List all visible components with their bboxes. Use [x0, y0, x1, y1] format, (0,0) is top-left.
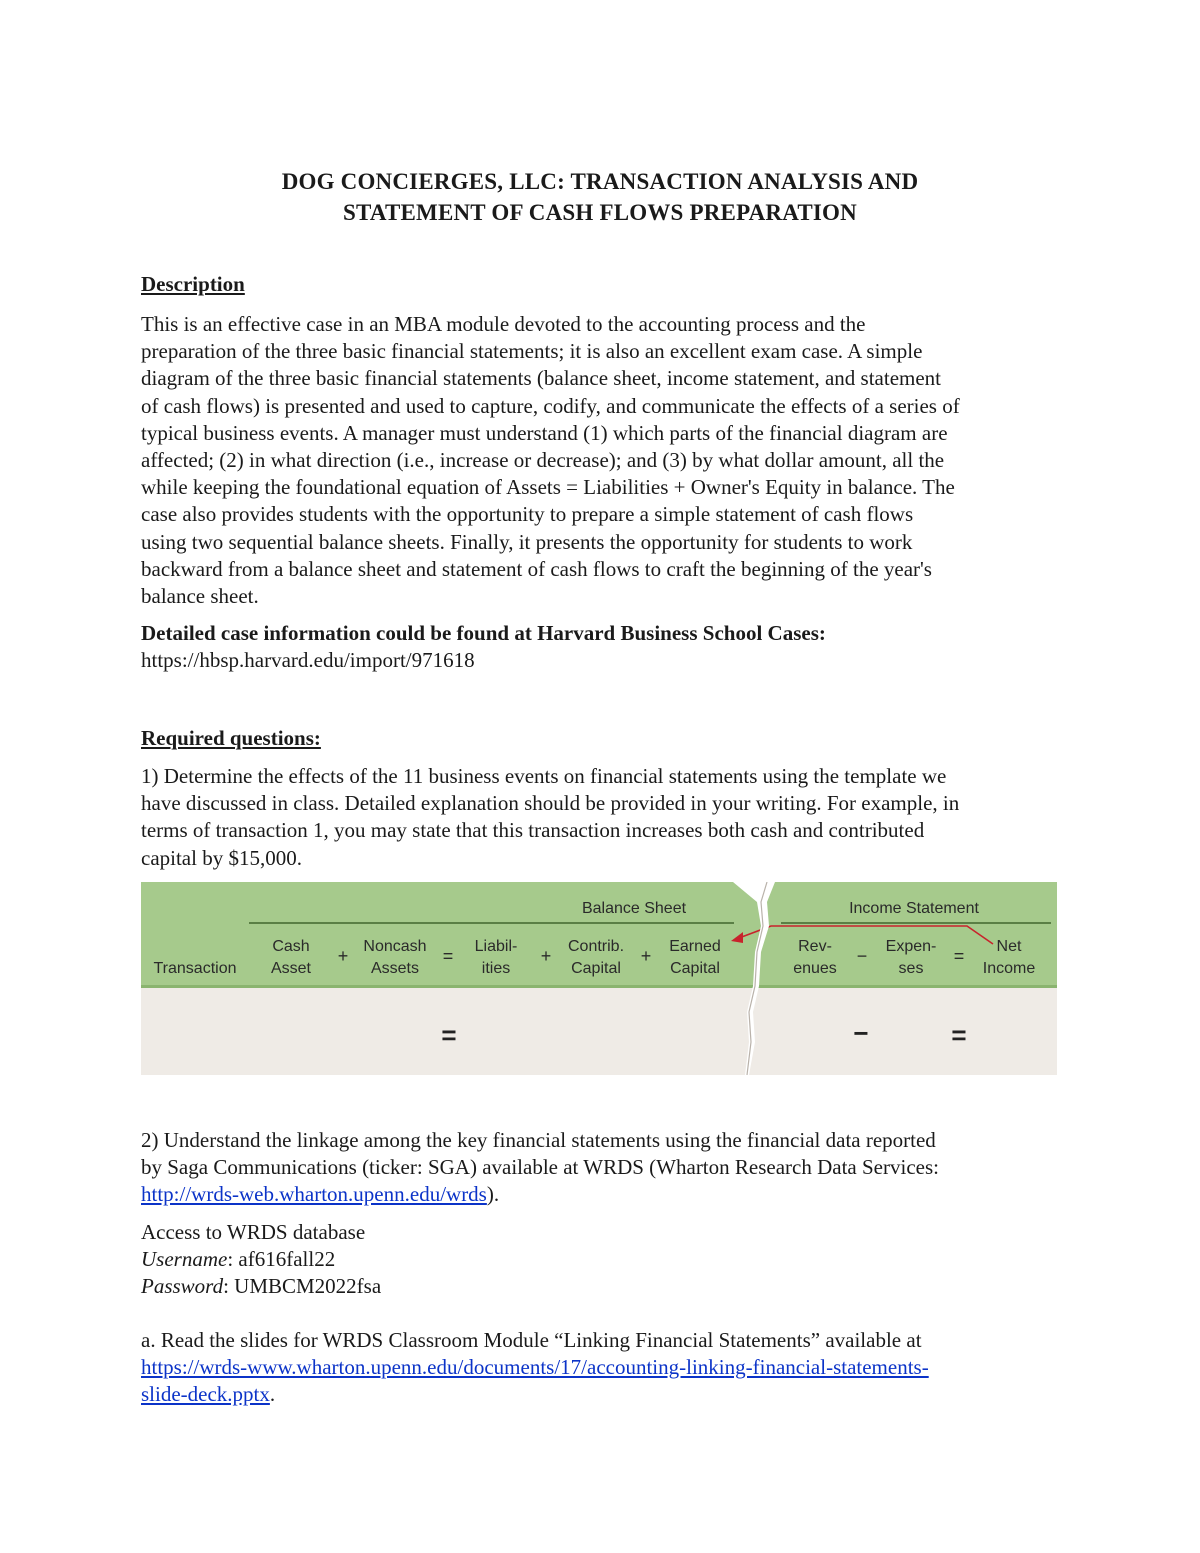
- balance-equals-sign: =: [441, 1020, 457, 1050]
- earned-label-2: Capital: [670, 960, 720, 977]
- net-income-arrow: [141, 882, 1057, 1075]
- noncash-label-2: Assets: [370, 960, 419, 977]
- net-income-label-1: Net: [996, 938, 1022, 955]
- question-2-line: 2) Understand the linkage among the key financial statements using the financial data reported: [141, 1128, 936, 1152]
- minus-operator: −: [856, 946, 868, 966]
- income-minus-sign: −: [853, 1018, 869, 1048]
- password-label: Password: [141, 1274, 224, 1299]
- cash-label-2: Asset: [270, 960, 311, 977]
- slides-link-line-2: [141, 1381, 1066, 1408]
- contrib-label-2: Capital: [571, 960, 621, 977]
- description-paragraph: [141, 311, 1066, 610]
- required-heading: Required questions:: [141, 726, 321, 750]
- access-line: Access to WRDS database: [141, 1220, 366, 1244]
- question-2: [141, 1127, 1066, 1209]
- question-1-line: capital by $15,000.: [141, 845, 302, 870]
- liabilities-label-1: Liabil-: [474, 938, 518, 955]
- username-value: : af616fall22: [227, 1247, 336, 1272]
- description-line: diagram of the three basic financial statements (balance sheet, income statement, and statement: [141, 366, 942, 391]
- description-line: preparation of the three basic financial statements; it is also an excellent exam case. A simple: [141, 339, 923, 364]
- detail-label: Detailed case information could be found at Harvard Business School Cases:: [141, 621, 826, 645]
- question-2-line: by Saga Communications (ticker: SGA) available at WRDS (Wharton Research Data Services:: [141, 1155, 939, 1180]
- transaction-template-figure: [141, 882, 1057, 1075]
- description-line: case also provides students with the opportunity to prepare a simple statement of cash flows: [141, 502, 914, 527]
- description-line: affected; (2) in what direction (i.e., increase or decrease); and (3) by what dollar amount, all the: [141, 448, 945, 473]
- earned-label-1: Earned: [669, 938, 721, 955]
- title-line-1: DOG CONCIERGES, LLC: TRANSACTION ANALYSIS AND: [281, 169, 919, 194]
- question-2a-line: a. Read the slides for WRDS Classroom Module “Linking Financial Statements” available at: [141, 1328, 922, 1352]
- username-line: [141, 1246, 1066, 1273]
- revenues-label-1: Rev-: [798, 938, 832, 955]
- description-line: balance sheet.: [141, 584, 259, 609]
- link-suffix: .: [269, 1382, 276, 1407]
- slides-link-part-1[interactable]: https://wrds-www.wharton.upenn.edu/documents/17/accounting-linking-financial-statements-: [141, 1355, 929, 1380]
- link-suffix: ).: [486, 1182, 500, 1207]
- question-2-link-line: [141, 1181, 1066, 1208]
- description-line: of cash flows) is presented and used to capture, codify, and communicate the effects of a series of: [141, 393, 960, 418]
- question-2a: [141, 1327, 1066, 1409]
- description-line: using two sequential balance sheets. Finally, it presents the opportunity for students to work: [141, 529, 913, 554]
- password-value: : UMBCM2022fsa: [223, 1274, 382, 1299]
- slides-link-line-1: [141, 1354, 1066, 1381]
- question-1-line: terms of transaction 1, you may state that this transaction increases both cash and contributed: [141, 818, 925, 843]
- username-label: Username: [141, 1247, 228, 1272]
- detail-url: https://hbsp.harvard.edu/import/971618: [141, 648, 475, 673]
- description-line: while keeping the foundational equation of Assets = Liabilities + Owner's Equity in balance. The: [141, 475, 955, 500]
- description-line: typical business events. A manager must understand (1) which parts of the financial diagram are: [141, 420, 948, 445]
- question-1-line: have discussed in class. Detailed explanation should be provided in your writing. For example, in: [141, 791, 960, 816]
- balance-sheet-label: Balance Sheet: [581, 900, 687, 917]
- wrds-link[interactable]: http://wrds-web.wharton.upenn.edu/wrds: [141, 1182, 487, 1207]
- net-income-label-2: Income: [982, 960, 1036, 977]
- equals-operator: =: [953, 946, 965, 966]
- plus-operator: +: [337, 946, 349, 966]
- document-title: [141, 166, 1059, 228]
- cash-label-1: Cash: [272, 938, 310, 955]
- page-tear-divider: [731, 882, 781, 1075]
- detail-block: [141, 620, 1066, 674]
- slides-link-part-2[interactable]: slide-deck.pptx: [141, 1382, 270, 1407]
- expenses-label-1: Expen-: [885, 938, 937, 955]
- question-1: [141, 763, 1066, 872]
- transaction-column-label: Transaction: [153, 960, 237, 977]
- liabilities-label-2: ities: [481, 960, 511, 977]
- description-line: backward from a balance sheet and statement of cash flows to craft the beginning of the year's: [141, 556, 932, 581]
- wrds-access-block: [141, 1219, 1066, 1301]
- equals-operator: =: [442, 946, 454, 966]
- question-1-line: 1) Determine the effects of the 11 business events on financial statements using the template we: [141, 764, 947, 788]
- password-line: [141, 1273, 1066, 1300]
- revenues-label-2: enues: [793, 960, 837, 977]
- contrib-label-1: Contrib.: [567, 938, 625, 955]
- description-line: This is an effective case in an MBA module devoted to the accounting process and the: [141, 312, 866, 336]
- description-heading: Description: [141, 272, 245, 296]
- noncash-label-1: Noncash: [363, 938, 427, 955]
- expenses-label-2: ses: [898, 960, 924, 977]
- plus-operator: +: [640, 946, 652, 966]
- plus-operator: +: [540, 946, 552, 966]
- income-statement-label: Income Statement: [849, 900, 979, 917]
- title-line-2: STATEMENT OF CASH FLOWS PREPARATION: [343, 200, 857, 225]
- income-equals-sign: =: [951, 1020, 967, 1050]
